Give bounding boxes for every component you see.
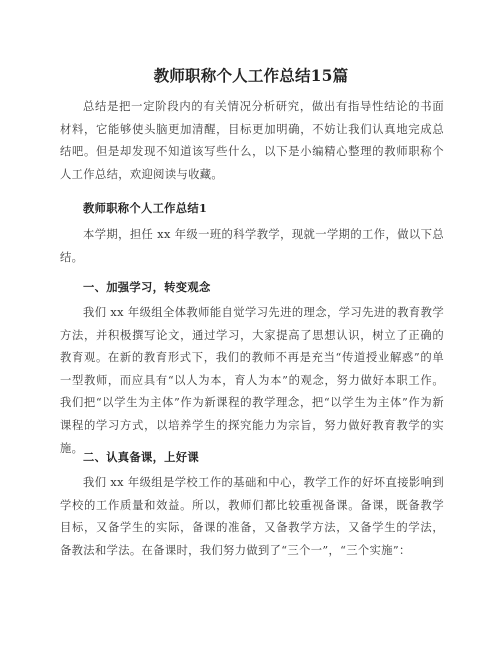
section-title: 教师职称个人工作总结1 xyxy=(83,201,208,215)
intro-paragraph: 总结是把一定阶段内的有关情况分析研究，做出有指导性结论的书面材料，它能够使头脑更加清醒，目标更加明确，不妨让我们认真地完成总结吧。但是却发现不知道该写些什么，以下是小编精心整理的教师职称个人工作总结，欢迎阅读与收藏。 xyxy=(60,100,444,181)
part1-heading: 一、加强学习，转变观念 xyxy=(83,280,211,294)
part2-paragraph: 我们 xx 年级组是学校工作的基础和中心，教学工作的好坏直接影响到学校的工作质量和效益。所以，教师们都比较重视备课。备课，既备教学目标，又备学生的实际，备课的准备，又备教学方法，又备学生的学法，备教法和学法。在备课时，我们努力做到了“三个一”，“三个实施”： xyxy=(60,476,444,557)
section-intro-paragraph: 本学期，担任 xx 年级一班的科学教学，现就一学期的工作，做以下总结。 xyxy=(60,228,444,264)
part1-paragraph: 我们 xx 年级组全体教师能自觉学习先进的理念，学习先进的教育教学方法，并积极撰写论文，通过学习，大家提高了思想认识，树立了正确的教育观。在新的教育形式下，我们的教师不再是充当“传道授业解惑”的单一型教师，而应具有“以人为本，育人为本”的观念，努力做好本职工作。我们把“以学生为主体”作为新课程的教学理念，把“以学生为主体”作为新课程的学习方式，以培养学生的探究能力为宗旨，努力做好教育教学的实施。 xyxy=(60,306,444,455)
part2-heading: 二、认真备课，上好课 xyxy=(83,450,199,464)
document-title: 教师职称个人工作总结15篇 xyxy=(153,66,349,85)
